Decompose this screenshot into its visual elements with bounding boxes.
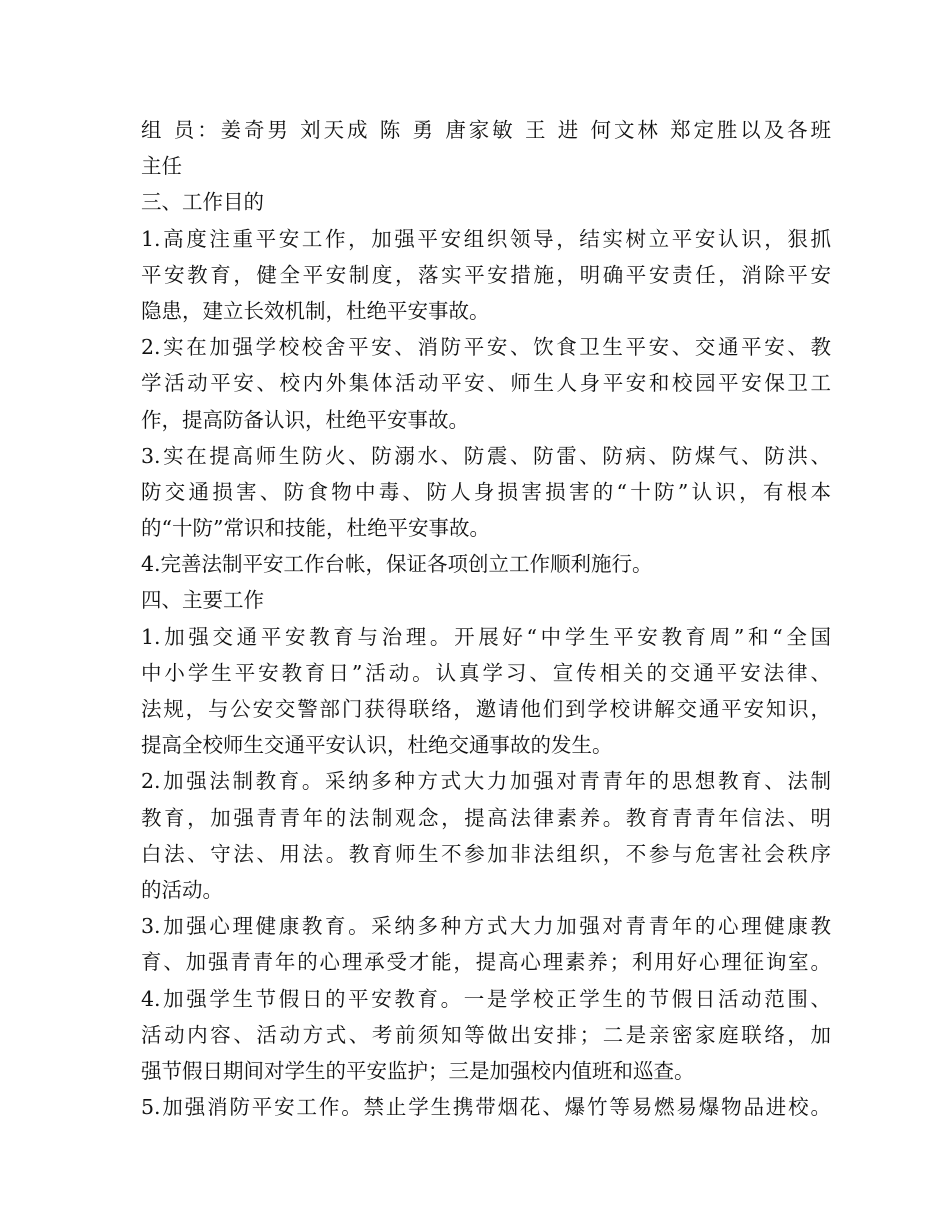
text-line: 主任 xyxy=(141,154,182,179)
text-line: 白法、守法、用法。教育师生不参加非法组织，不参与危害社会秩序 xyxy=(141,841,831,866)
text-line: 防交通损害、防食物中毒、防人身损害损害的“十防”认识，有根本 xyxy=(141,479,831,504)
text-line: 1.高度注重平安工作，加强平安组织领导，结实树立平安认识，狠抓 xyxy=(141,226,831,251)
text-line: 的活动。 xyxy=(141,877,223,902)
text-line: 4.加强学生节假日的平安教育。一是学校正学生的节假日活动范围、 xyxy=(141,986,831,1011)
text-line: 1.加强交通平安教育与治理。开展好“中学生平安教育周”和“全国 xyxy=(141,624,831,649)
document-body xyxy=(141,112,831,1125)
text-line: 隐患，建立长效机制，杜绝平安事故。 xyxy=(141,298,490,323)
text-line: 学活动平安、校内外集体活动平安、师生人身平安和校园平安保卫工 xyxy=(141,371,831,396)
text-line: 3.加强心理健康教育。采纳多种方式大力加强对青青年的心理健康教 xyxy=(141,914,831,939)
section-heading: 三、工作目的 xyxy=(141,190,264,215)
text-line: 教育，加强青青年的法制观念，提高法律素养。教育青青年信法、明 xyxy=(141,805,831,830)
text-line: 活动内容、活动方式、考前须知等做出安排；二是亲密家庭联络，加 xyxy=(141,1022,831,1047)
text-line: 4.完善法制平安工作台帐，保证各项创立工作顺利施行。 xyxy=(141,552,653,577)
text-line: 3.实在提高师生防火、防溺水、防震、防雷、防病、防煤气、防洪、 xyxy=(141,443,831,468)
text-line: 平安教育，健全平安制度，落实平安措施，明确平安责任，消除平安 xyxy=(141,262,831,287)
section-heading: 四、主要工作 xyxy=(141,588,264,613)
text-line: 强节假日期间对学生的平安监护；三是加强校内值班和巡查。 xyxy=(141,1058,695,1083)
text-line: 5.加强消防平安工作。禁止学生携带烟花、爆竹等易燃易爆物品进校。 xyxy=(141,1095,831,1120)
text-line: 2.加强法制教育。采纳多种方式大力加强对青青年的思想教育、法制 xyxy=(141,769,831,794)
text-line: 的“十防”常识和技能，杜绝平安事故。 xyxy=(141,516,490,541)
text-line: 提高全校师生交通平安认识，杜绝交通事故的发生。 xyxy=(141,733,613,758)
text-line: 2.实在加强学校校舍平安、消防平安、饮食卫生平安、交通平安、教 xyxy=(141,335,831,360)
text-line: 法规，与公安交警部门获得联络，邀请他们到学校讲解交通平安知识， xyxy=(141,697,831,721)
text-line: 组 员：姜奇男 刘天成 陈 勇 唐家敏 王 进 何文林 郑定胜以及各班 xyxy=(141,118,831,142)
text-line: 中小学生平安教育日”活动。认真学习、宣传相关的交通平安法律、 xyxy=(141,660,831,685)
text-line: 育、加强青青年的心理承受才能，提高心理素养；利用好心理征询室。 xyxy=(141,950,831,975)
text-line: 作，提高防备认识，杜绝平安事故。 xyxy=(141,407,469,432)
